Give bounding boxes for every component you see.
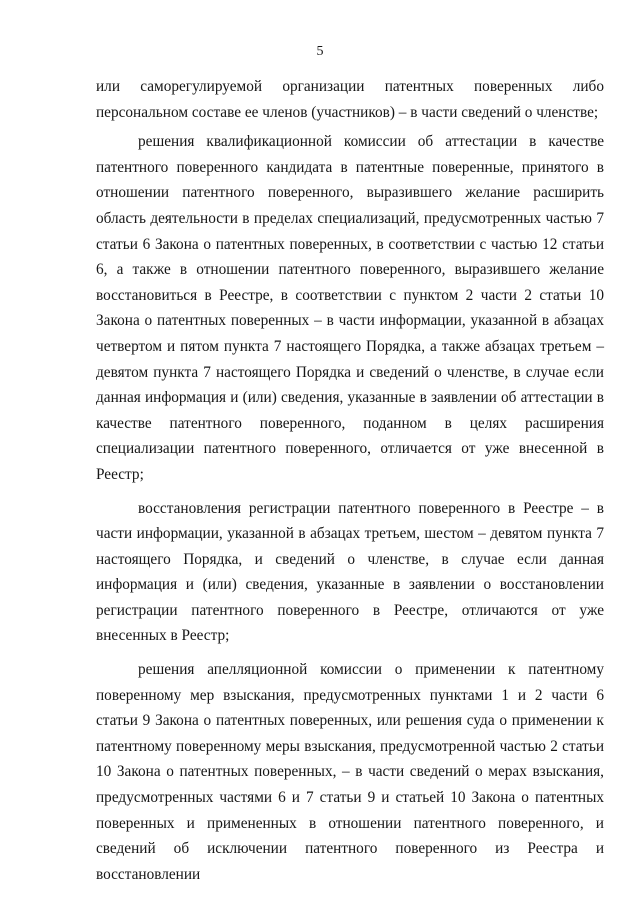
page-number: 5 <box>316 44 324 59</box>
paragraph-membership-continuation: или саморегулируемой организации патентных поверенных либо персональном составе ее членов (участников) – в части сведений о членстве; <box>96 78 604 121</box>
paragraph-appeal-commission: решения апелляционной комиссии о применении к патентному поверенному мер взыскания, предусмотренных пунктами 1 и 2 части 6 статьи 9 Закона о патентных поверенных, или решения суда о применении к патентному поверенному меры взыскания, предусмотренной частью 2 статьи 10 Закона о патентных поверенных, – в части сведений о мерах взыскания, предусмотренных частями 6 и 7 статьи 9 и статьей 10 Закона о патентных поверенных и примененных в отношении патентного поверенного, и сведений об исключении патентного поверенного из Реестра и восстановлении <box>96 661 604 883</box>
document-body <box>96 74 604 887</box>
paragraph-qualification-commission: решения квалификационной комиссии об аттестации в качестве патентного поверенного кандидата в патентные поверенные, принятого в отношении патентного поверенного, выразившего желание расширить область деятельности в пределах специализаций, предусмотренных частью 7 статьи 6 Закона о патентных поверенных, в соответствии с частью 12 статьи 6, а также в отношении патентного поверенного, выразившего желание восстановиться в Реестре, в соответствии с пунктом 2 части 2 статьи 10 Закона о патентных поверенных – в части информации, указанной в абзацах четвертом и пятом пункта 7 настоящего Порядка, а также абзацах третьем – девятом пункта 7 настоящего Порядка и сведений о членстве, в случае если данная информация и (или) сведения, указанные в заявлении об аттестации в качестве патентного поверенного, поданном в целях расширения специализации патентного поверенного, отличается от уже внесенной в Реестр; <box>96 133 604 483</box>
paragraph-registration-restoration: восстановления регистрации патентного поверенного в Реестре – в части информации, указанной в абзацах третьем, шестом – девятом пункта 7 настоящего Порядка, и сведений о членстве, в случае если данная информация и (или) сведения, указанные в заявлении о восстановлении регистрации патентного поверенного в Реестре, отличаются от уже внесенных в Реестр; <box>96 499 604 645</box>
